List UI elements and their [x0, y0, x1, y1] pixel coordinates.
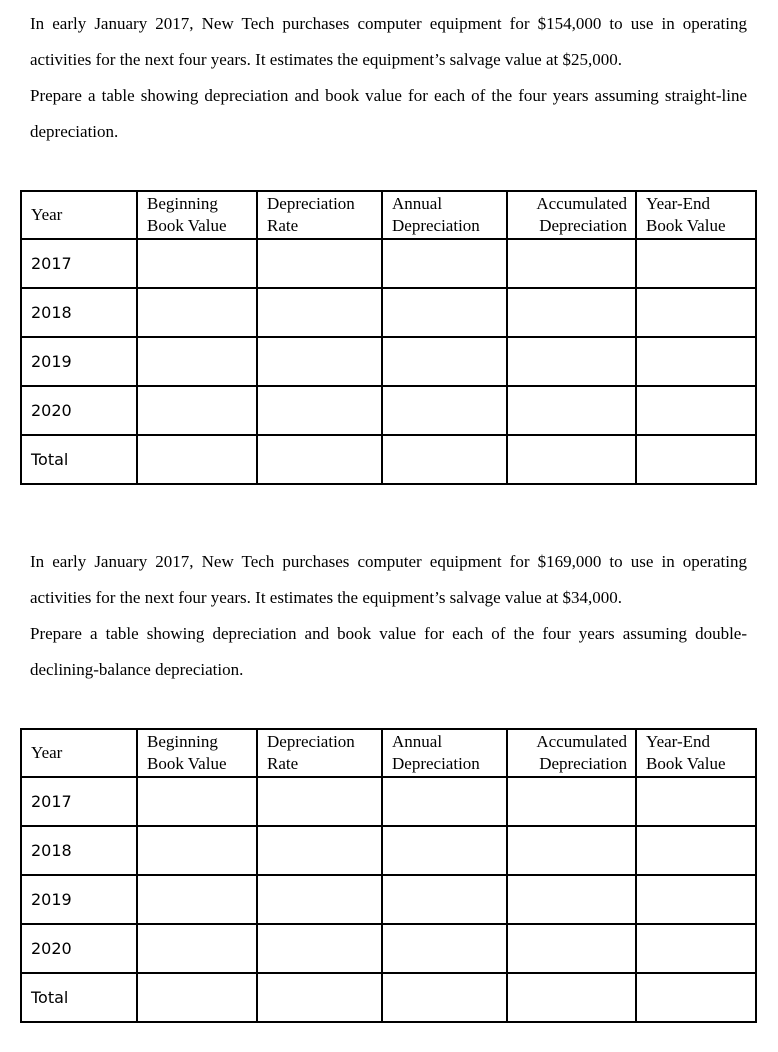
cell-depreciation-rate[interactable] — [257, 777, 382, 826]
header-year: Year — [21, 729, 137, 777]
cell-year-end-book-value[interactable] — [636, 386, 756, 435]
cell-year-end-book-value[interactable] — [636, 777, 756, 826]
cell-beginning-book-value[interactable] — [137, 826, 257, 875]
cell-beginning-book-value[interactable] — [137, 973, 257, 1022]
cell-beginning-book-value[interactable] — [137, 288, 257, 337]
table-row — [21, 337, 756, 386]
cell-depreciation-rate[interactable] — [257, 826, 382, 875]
row-label: 2018 — [21, 288, 137, 337]
cell-accumulated-depreciation[interactable] — [507, 337, 636, 386]
cell-accumulated-depreciation[interactable] — [507, 288, 636, 337]
cell-accumulated-depreciation[interactable] — [507, 875, 636, 924]
header-beginning-book-value: Beginning Book Value — [137, 729, 257, 777]
cell-beginning-book-value[interactable] — [137, 924, 257, 973]
table-row — [21, 973, 756, 1022]
problem-1-instruction: Prepare a table showing depreciation and book value for each of the four years assuming straight-line depreciation. — [30, 86, 747, 141]
table-row — [21, 435, 756, 484]
header-year: Year — [21, 191, 137, 239]
cell-annual-depreciation[interactable] — [382, 386, 507, 435]
cell-year-end-book-value[interactable] — [636, 337, 756, 386]
table-row — [21, 288, 756, 337]
cell-depreciation-rate[interactable] — [257, 386, 382, 435]
table-row — [21, 924, 756, 973]
cell-accumulated-depreciation[interactable] — [507, 777, 636, 826]
table-row — [21, 777, 756, 826]
double-declining-balance-table — [20, 728, 757, 1023]
header-depreciation-rate: Depreciation Rate — [257, 729, 382, 777]
row-label: 2019 — [21, 337, 137, 386]
cell-year-end-book-value[interactable] — [636, 973, 756, 1022]
cell-depreciation-rate[interactable] — [257, 239, 382, 288]
header-year-end-book-value: Year-End Book Value — [636, 729, 756, 777]
header-depreciation-rate: Depreciation Rate — [257, 191, 382, 239]
row-label: 2019 — [21, 875, 137, 924]
cell-depreciation-rate[interactable] — [257, 288, 382, 337]
cell-annual-depreciation[interactable] — [382, 288, 507, 337]
cell-accumulated-depreciation[interactable] — [507, 239, 636, 288]
row-label: 2018 — [21, 826, 137, 875]
cell-annual-depreciation[interactable] — [382, 337, 507, 386]
cell-accumulated-depreciation[interactable] — [507, 924, 636, 973]
header-accumulated-depreciation: Accumulated Depreciation — [507, 191, 636, 239]
cell-depreciation-rate[interactable] — [257, 973, 382, 1022]
cell-beginning-book-value[interactable] — [137, 337, 257, 386]
straight-line-table — [20, 190, 757, 485]
cell-year-end-book-value[interactable] — [636, 239, 756, 288]
problem-2-instruction: Prepare a table showing depreciation and book value for each of the four years assuming double-declining-balance depreciation. — [30, 624, 747, 679]
cell-beginning-book-value[interactable] — [137, 875, 257, 924]
table-row — [21, 875, 756, 924]
cell-depreciation-rate[interactable] — [257, 875, 382, 924]
table-row — [21, 826, 756, 875]
cell-annual-depreciation[interactable] — [382, 973, 507, 1022]
row-label: 2017 — [21, 777, 137, 826]
header-annual-depreciation: Annual Depreciation — [382, 191, 507, 239]
cell-annual-depreciation[interactable] — [382, 435, 507, 484]
row-label: 2020 — [21, 386, 137, 435]
cell-beginning-book-value[interactable] — [137, 435, 257, 484]
cell-annual-depreciation[interactable] — [382, 875, 507, 924]
problem-2-text — [30, 544, 747, 688]
cell-year-end-book-value[interactable] — [636, 924, 756, 973]
problem-1-text — [30, 6, 747, 150]
header-accumulated-depreciation: Accumulated Depreciation — [507, 729, 636, 777]
cell-annual-depreciation[interactable] — [382, 826, 507, 875]
cell-annual-depreciation[interactable] — [382, 924, 507, 973]
header-annual-depreciation: Annual Depreciation — [382, 729, 507, 777]
header-beginning-book-value: Beginning Book Value — [137, 191, 257, 239]
table-row — [21, 239, 756, 288]
cell-annual-depreciation[interactable] — [382, 239, 507, 288]
row-label: Total — [21, 435, 137, 484]
header-year-end-book-value: Year-End Book Value — [636, 191, 756, 239]
cell-year-end-book-value[interactable] — [636, 288, 756, 337]
cell-beginning-book-value[interactable] — [137, 239, 257, 288]
cell-depreciation-rate[interactable] — [257, 435, 382, 484]
cell-beginning-book-value[interactable] — [137, 386, 257, 435]
row-label: 2017 — [21, 239, 137, 288]
cell-depreciation-rate[interactable] — [257, 924, 382, 973]
table-header-row — [21, 191, 756, 239]
cell-year-end-book-value[interactable] — [636, 875, 756, 924]
cell-accumulated-depreciation[interactable] — [507, 973, 636, 1022]
cell-year-end-book-value[interactable] — [636, 435, 756, 484]
cell-annual-depreciation[interactable] — [382, 777, 507, 826]
cell-depreciation-rate[interactable] — [257, 337, 382, 386]
cell-beginning-book-value[interactable] — [137, 777, 257, 826]
problem-2-statement: In early January 2017, New Tech purchases computer equipment for $169,000 to use in operating activities for the next four years. It estimates the equipment’s salvage value at $34,000. — [30, 552, 747, 607]
cell-accumulated-depreciation[interactable] — [507, 435, 636, 484]
row-label: Total — [21, 973, 137, 1022]
table-row — [21, 386, 756, 435]
cell-accumulated-depreciation[interactable] — [507, 386, 636, 435]
cell-accumulated-depreciation[interactable] — [507, 826, 636, 875]
problem-1-statement: In early January 2017, New Tech purchases computer equipment for $154,000 to use in operating activities for the next four years. It estimates the equipment’s salvage value at $25,000. — [30, 14, 747, 69]
cell-year-end-book-value[interactable] — [636, 826, 756, 875]
row-label: 2020 — [21, 924, 137, 973]
table-header-row — [21, 729, 756, 777]
